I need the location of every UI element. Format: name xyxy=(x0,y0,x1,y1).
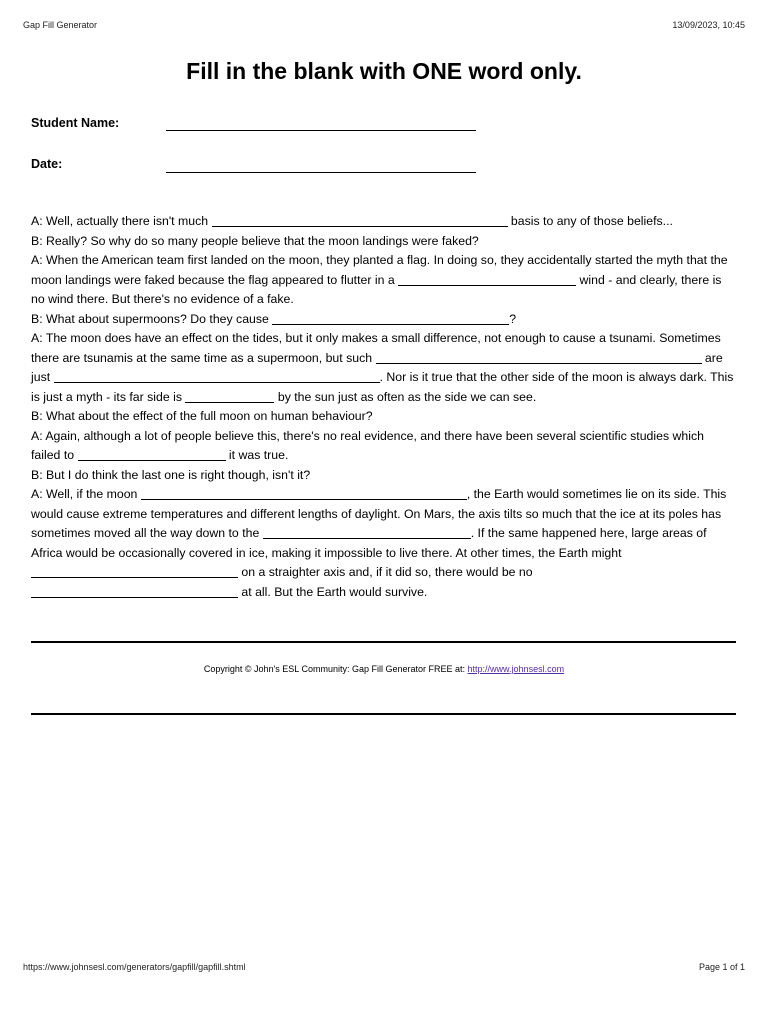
gap-10[interactable] xyxy=(31,564,238,578)
print-header xyxy=(23,20,745,32)
divider-top xyxy=(31,641,736,643)
print-header-timestamp: 13/09/2023, 10:45 xyxy=(672,20,745,30)
dialogue-passage xyxy=(31,212,736,602)
dialogue-line: B: Really? So why do so many people believe that the moon landings were faked? xyxy=(31,233,479,248)
gap-2[interactable] xyxy=(398,272,576,286)
student-name-line[interactable] xyxy=(166,130,476,131)
gap-1[interactable] xyxy=(212,213,508,227)
student-name-label: Student Name: xyxy=(31,116,120,130)
copyright-link[interactable]: http://www.johnsesl.com xyxy=(467,664,565,674)
dialogue-line: A: Well, actually there isn't much basis to any of those beliefs... xyxy=(31,214,673,228)
gap-3[interactable] xyxy=(272,311,509,325)
gap-5[interactable] xyxy=(54,369,380,383)
dialogue-line: A: The moon does have an effect on the tides, but it only makes a small difference, not enough to cause a tsunami. Sometimes there are tsunamis at the same time as a supermoon, but such are just . Nor is it true that the other side of the moon is always dark. This is just a myth - its far side is by the sun just as often as the side we can see. xyxy=(31,331,734,404)
gap-9[interactable] xyxy=(263,525,471,539)
gap-6[interactable] xyxy=(185,389,274,403)
dialogue-line: A: When the American team first landed on the moon, they planted a flag. In doing so, they accidentally started the myth that the moon landings were faked because the flag appeared to flutter in a wind - and clearly, there is no wind there. But there's no evidence of a fake. xyxy=(31,253,728,306)
copyright-notice: Copyright © John's ESL Community: Gap Fill Generator FREE at: http://www.johnsesl.com xyxy=(203,664,565,674)
dialogue-line: A: Well, if the moon , the Earth would sometimes lie on its side. This would cause extreme temperatures and different lengths of daylight. On Mars, the axis tilts so much that the ice at its poles has sometimes moved all the way down to the . If the same happened here, large areas of Africa would be occasionally covered in ice, making it impossible to live there. At other times, the Earth might on a straighter axis and, if it did so, there would be no at all. But the Earth would survive. xyxy=(31,487,727,599)
divider-bottom xyxy=(31,713,736,715)
dialogue-line: B: What about supermoons? Do they cause ? xyxy=(31,311,517,326)
page-number: Page 1 of 1 xyxy=(698,962,745,972)
print-footer-url: https://www.johnsesl.com/generators/gapfill/gapfill.shtml xyxy=(23,962,246,972)
gap-4[interactable] xyxy=(376,350,702,364)
gap-7[interactable] xyxy=(78,447,226,461)
date-line[interactable] xyxy=(166,172,476,173)
print-footer xyxy=(23,962,745,974)
dialogue-line: A: Again, although a lot of people believe this, there's no real evidence, and there have been several scientific studies which failed to it was true. xyxy=(31,428,704,462)
print-header-title: Gap Fill Generator xyxy=(23,20,98,30)
worksheet-title: Fill in the blank with ONE word only. xyxy=(186,58,582,84)
dialogue-line: B: What about the effect of the full moon on human behaviour? xyxy=(31,409,373,423)
gap-8[interactable] xyxy=(141,486,467,500)
gap-11[interactable] xyxy=(31,584,238,598)
date-label: Date: xyxy=(31,157,63,171)
dialogue-line: B: But I do think the last one is right though, isn't it? xyxy=(31,467,311,482)
